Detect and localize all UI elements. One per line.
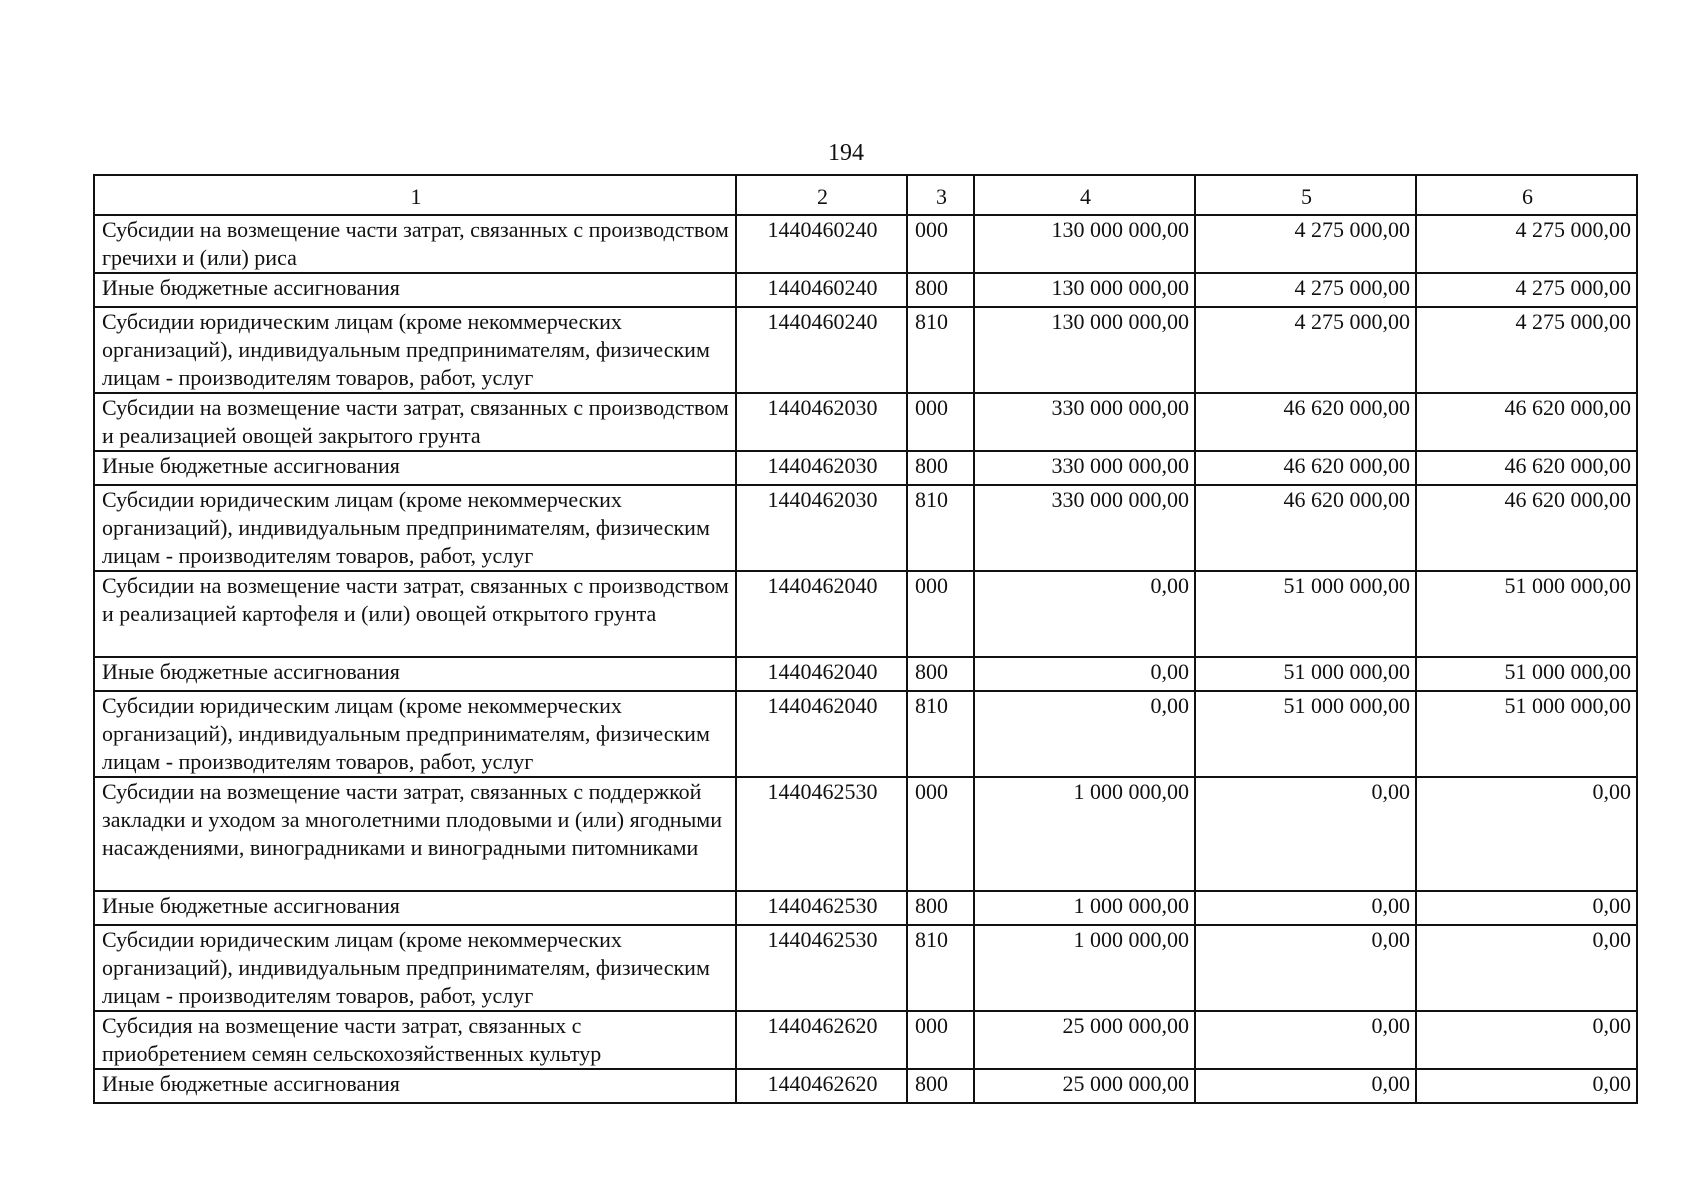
row-name: Иные бюджетные ассигнования: [94, 451, 736, 485]
row-value-4: 330 000 000,00: [974, 393, 1195, 451]
table-row: [94, 307, 1637, 393]
row-value-4: 25 000 000,00: [974, 1069, 1195, 1103]
row-name: Субсидии на возмещение части затрат, связанных с производством и реализацией овощей закрытого грунта: [94, 393, 736, 451]
row-type: 810: [907, 691, 974, 777]
table-row: [94, 273, 1637, 307]
row-type: 810: [907, 485, 974, 571]
table-header: [94, 175, 1637, 215]
row-value-6: 0,00: [1416, 891, 1637, 925]
table-row: [94, 925, 1637, 1011]
row-value-4: 1 000 000,00: [974, 891, 1195, 925]
row-value-5: 51 000 000,00: [1195, 657, 1416, 691]
row-value-5: 46 620 000,00: [1195, 393, 1416, 451]
row-name: Субсидии на возмещение части затрат, связанных с поддержкой закладки и уходом за многолетними плодовыми и (или) ягодными насаждениями, виноградниками и виноградными питомниками: [94, 777, 736, 891]
row-code: 1440462040: [736, 571, 907, 657]
page-number: 194: [828, 140, 864, 166]
table-row: [94, 1069, 1637, 1103]
row-value-5: 51 000 000,00: [1195, 571, 1416, 657]
row-value-6: 0,00: [1416, 925, 1637, 1011]
row-value-4: 130 000 000,00: [974, 273, 1195, 307]
header-col-5: 5: [1195, 175, 1416, 215]
row-value-5: 0,00: [1195, 925, 1416, 1011]
table-row: [94, 777, 1637, 891]
row-name: Субсидии на возмещение части затрат, связанных с производством и реализацией картофеля и (или) овощей открытого грунта: [94, 571, 736, 657]
row-value-6: 0,00: [1416, 1011, 1637, 1069]
header-col-1: 1: [94, 175, 736, 215]
row-value-4: 330 000 000,00: [974, 485, 1195, 571]
row-name: Иные бюджетные ассигнования: [94, 657, 736, 691]
row-type: 800: [907, 1069, 974, 1103]
table-row: [94, 485, 1637, 571]
header-col-3: 3: [907, 175, 974, 215]
table-row: [94, 215, 1637, 273]
row-code: 1440460240: [736, 307, 907, 393]
row-value-6: 0,00: [1416, 777, 1637, 891]
row-code: 1440462030: [736, 451, 907, 485]
row-value-5: 4 275 000,00: [1195, 273, 1416, 307]
row-name: Иные бюджетные ассигнования: [94, 273, 736, 307]
row-code: 1440462530: [736, 891, 907, 925]
row-code: 1440462040: [736, 691, 907, 777]
row-value-6: 51 000 000,00: [1416, 571, 1637, 657]
row-type: 800: [907, 657, 974, 691]
row-value-6: 46 620 000,00: [1416, 393, 1637, 451]
header-col-4: 4: [974, 175, 1195, 215]
row-value-4: 1 000 000,00: [974, 925, 1195, 1011]
row-type: 800: [907, 451, 974, 485]
row-name: Субсидия на возмещение части затрат, связанных с приобретением семян сельскохозяйственных культур: [94, 1011, 736, 1069]
row-value-6: 4 275 000,00: [1416, 215, 1637, 273]
row-value-4: 0,00: [974, 691, 1195, 777]
row-type: 000: [907, 1011, 974, 1069]
row-value-6: 51 000 000,00: [1416, 657, 1637, 691]
row-name: Субсидии юридическим лицам (кроме некоммерческих организаций), индивидуальным предпринимателям, физическим лицам - производителям товаров, работ, услуг: [94, 307, 736, 393]
row-value-4: 1 000 000,00: [974, 777, 1195, 891]
row-code: 1440460240: [736, 215, 907, 273]
row-value-5: 46 620 000,00: [1195, 451, 1416, 485]
row-code: 1440462030: [736, 393, 907, 451]
row-value-4: 0,00: [974, 571, 1195, 657]
row-code: 1440462620: [736, 1069, 907, 1103]
row-value-6: 0,00: [1416, 1069, 1637, 1103]
row-value-5: 51 000 000,00: [1195, 691, 1416, 777]
row-type: 800: [907, 273, 974, 307]
table-body: [94, 215, 1637, 1103]
table-row: [94, 393, 1637, 451]
row-type: 810: [907, 925, 974, 1011]
row-code: 1440462030: [736, 485, 907, 571]
table-row: [94, 1011, 1637, 1069]
row-code: 1440462530: [736, 777, 907, 891]
row-value-5: 0,00: [1195, 777, 1416, 891]
row-type: 800: [907, 891, 974, 925]
row-value-5: 4 275 000,00: [1195, 307, 1416, 393]
row-value-5: 0,00: [1195, 1069, 1416, 1103]
row-name: Субсидии на возмещение части затрат, связанных с производством гречихи и (или) риса: [94, 215, 736, 273]
row-name: Иные бюджетные ассигнования: [94, 891, 736, 925]
row-code: 1440462620: [736, 1011, 907, 1069]
header-row: [94, 175, 1637, 215]
header-col-6: 6: [1416, 175, 1637, 215]
row-value-6: 51 000 000,00: [1416, 691, 1637, 777]
row-code: 1440460240: [736, 273, 907, 307]
row-name: Субсидии юридическим лицам (кроме некоммерческих организаций), индивидуальным предпринимателям, физическим лицам - производителям товаров, работ, услуг: [94, 485, 736, 571]
row-type: 000: [907, 393, 974, 451]
table-row: [94, 657, 1637, 691]
row-value-6: 46 620 000,00: [1416, 451, 1637, 485]
table-row: [94, 451, 1637, 485]
row-value-6: 4 275 000,00: [1416, 273, 1637, 307]
header-col-2: 2: [736, 175, 907, 215]
row-type: 000: [907, 571, 974, 657]
table-row: [94, 571, 1637, 657]
row-value-6: 4 275 000,00: [1416, 307, 1637, 393]
row-value-4: 130 000 000,00: [974, 215, 1195, 273]
row-name: Субсидии юридическим лицам (кроме некоммерческих организаций), индивидуальным предпринимателям, физическим лицам - производителям товаров, работ, услуг: [94, 925, 736, 1011]
row-name: Субсидии юридическим лицам (кроме некоммерческих организаций), индивидуальным предпринимателям, физическим лицам - производителям товаров, работ, услуг: [94, 691, 736, 777]
row-type: 000: [907, 777, 974, 891]
row-value-5: 0,00: [1195, 891, 1416, 925]
row-name: Иные бюджетные ассигнования: [94, 1069, 736, 1103]
row-value-4: 330 000 000,00: [974, 451, 1195, 485]
row-code: 1440462040: [736, 657, 907, 691]
row-value-6: 46 620 000,00: [1416, 485, 1637, 571]
row-value-4: 130 000 000,00: [974, 307, 1195, 393]
row-code: 1440462530: [736, 925, 907, 1011]
row-value-5: 46 620 000,00: [1195, 485, 1416, 571]
row-type: 000: [907, 215, 974, 273]
table-row: [94, 891, 1637, 925]
row-value-5: 0,00: [1195, 1011, 1416, 1069]
row-type: 810: [907, 307, 974, 393]
budget-table: [93, 174, 1638, 1104]
row-value-5: 4 275 000,00: [1195, 215, 1416, 273]
row-value-4: 0,00: [974, 657, 1195, 691]
table-row: [94, 691, 1637, 777]
row-value-4: 25 000 000,00: [974, 1011, 1195, 1069]
